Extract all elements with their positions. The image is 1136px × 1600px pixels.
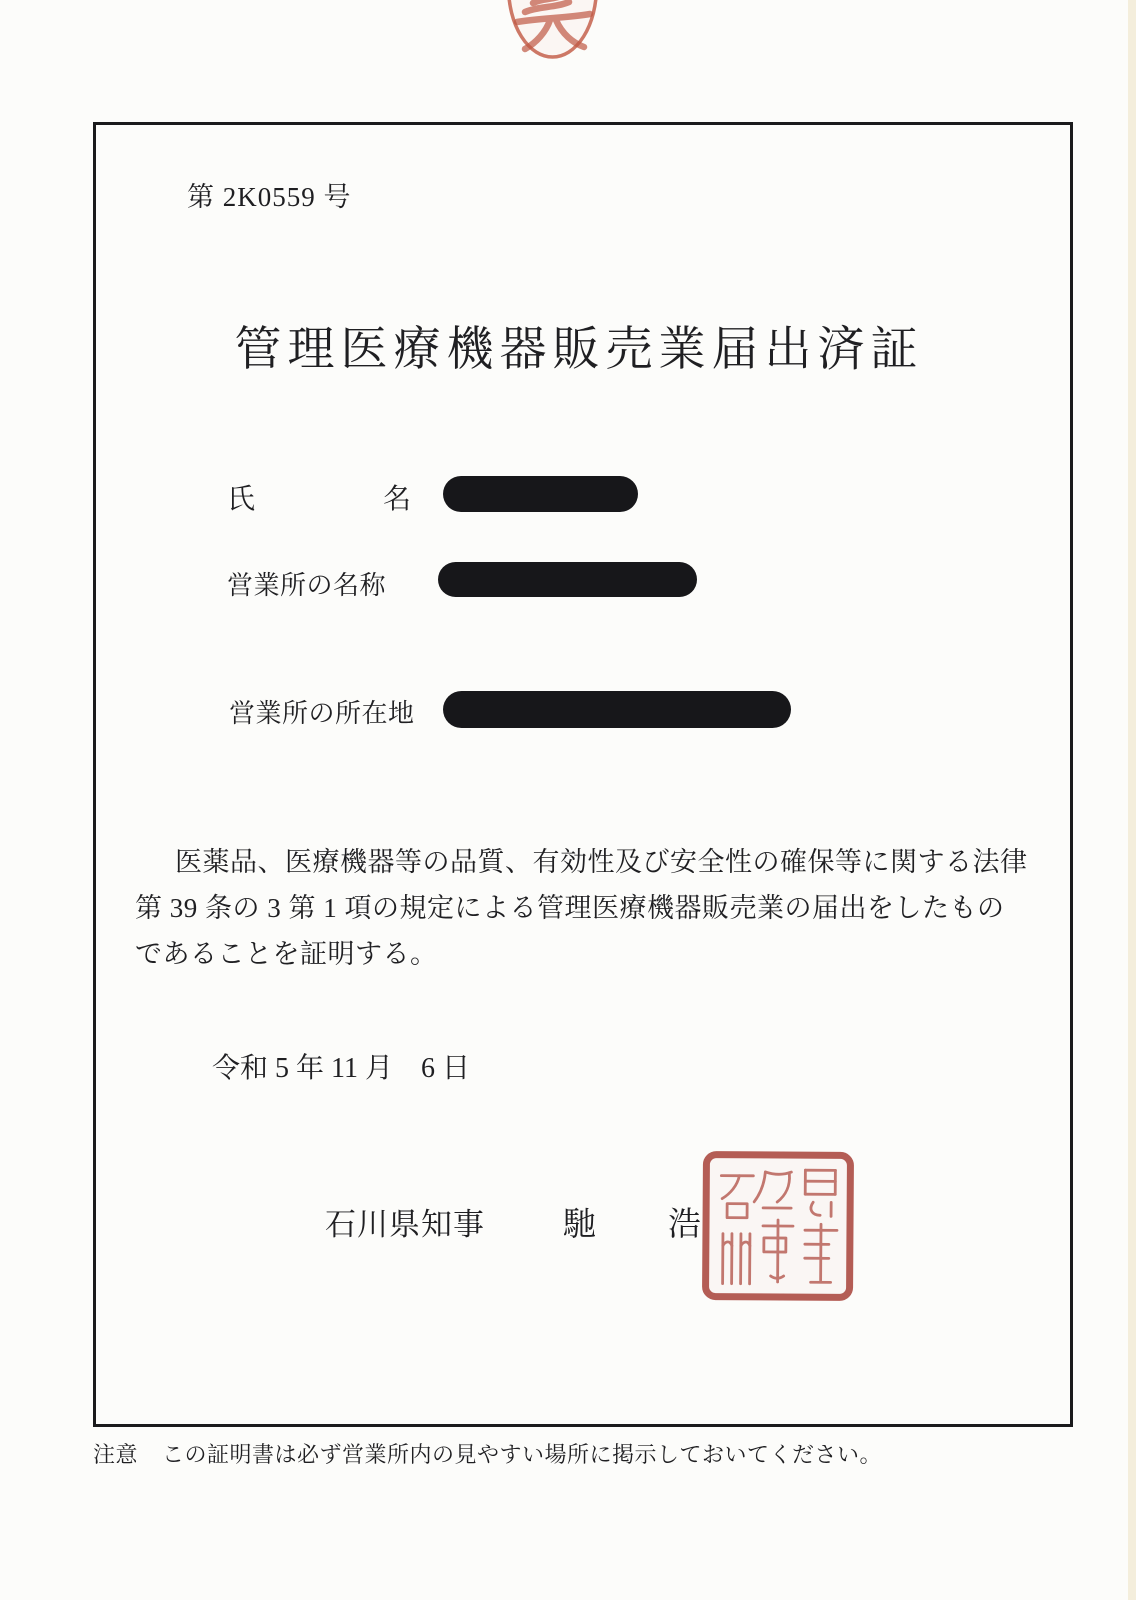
redaction-bar-office-address <box>443 691 791 728</box>
field-label-office-address: 営業所の所在地 <box>229 699 415 728</box>
body-paragraph-line-1: 医薬品、医療機器等の品質、有効性及び安全性の確保等に関する法律 <box>175 847 1028 877</box>
field-label-name-start: 氏 <box>227 484 256 515</box>
oval-red-stamp-icon <box>505 0 600 60</box>
document-number: 第 2K0559 号 <box>187 182 352 212</box>
redaction-bar-office-name <box>438 562 697 597</box>
issue-date: 令和 5 年 11 月 6 日 <box>212 1053 470 1084</box>
field-label-name-end: 名 <box>382 484 411 515</box>
page-edge-strip <box>1128 0 1136 1600</box>
certificate-title: 管理医療機器販売業届出済証 <box>234 324 924 376</box>
issuer-title: 石川県知事 <box>325 1207 485 1242</box>
governor-square-red-seal-icon <box>700 1149 855 1302</box>
redaction-bar-name <box>443 476 638 512</box>
body-paragraph-line-2: 第 39 条の 3 第 1 項の規定による管理医療機器販売業の届出をしたもの <box>135 893 1005 923</box>
note-label: 注意 <box>93 1442 139 1467</box>
body-paragraph-line-3: であることを証明する。 <box>135 939 438 969</box>
field-label-office-name: 営業所の名称 <box>227 571 387 600</box>
field-label-name <box>227 477 411 517</box>
issuer-family-name: 馳 <box>563 1207 596 1243</box>
footer-note <box>93 1438 882 1469</box>
note-text: この証明書は必ず営業所内の見やすい場所に掲示しておいてください。 <box>162 1442 883 1467</box>
issuer-given-name: 浩 <box>668 1207 701 1243</box>
